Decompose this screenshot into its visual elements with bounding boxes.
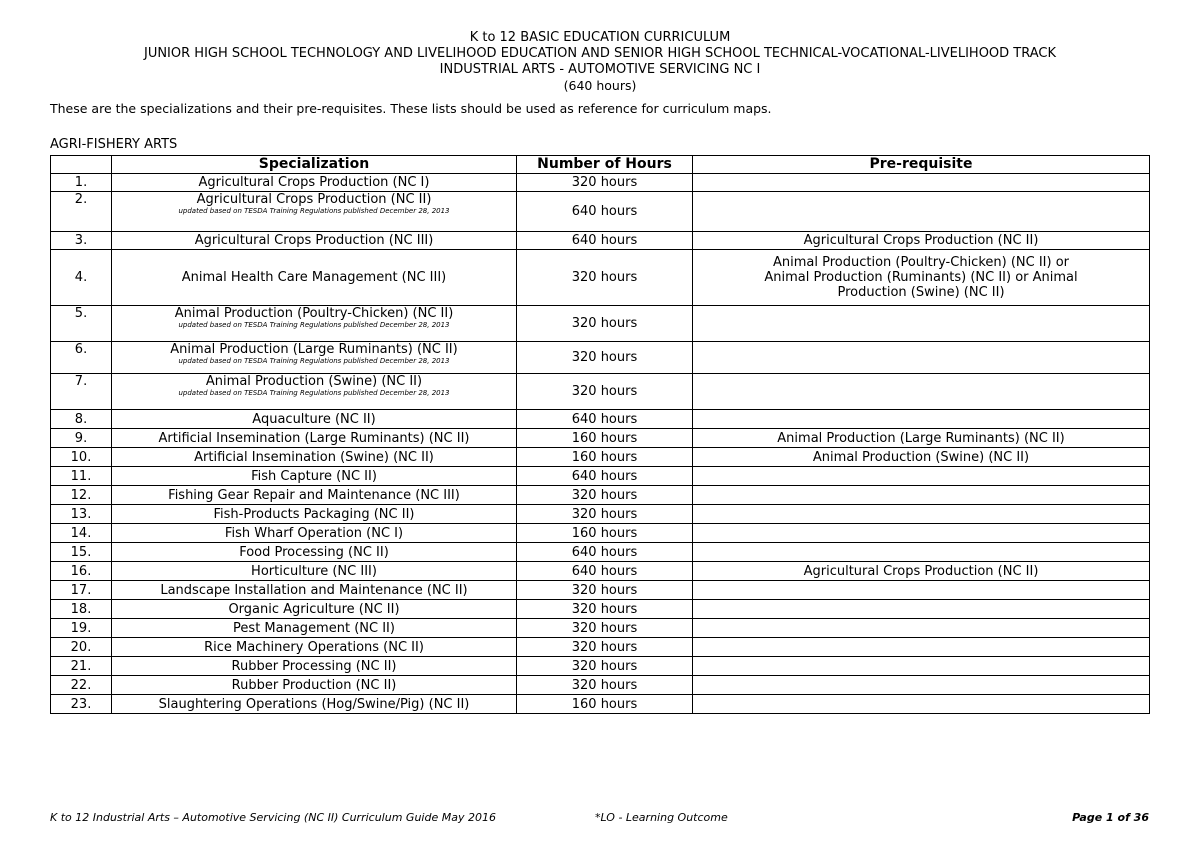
specialization-cell — [112, 543, 517, 562]
row-number: 6. — [51, 342, 112, 374]
table-row — [51, 600, 1150, 619]
row-number: 3. — [51, 232, 112, 250]
specialization-name: Agricultural Crops Production (NC III) — [194, 233, 434, 248]
specialization-name: Rubber Processing (NC II) — [231, 658, 397, 674]
specialization-cell — [112, 619, 517, 638]
row-number: 2. — [51, 192, 112, 232]
hours-cell: 320 hours — [517, 619, 693, 638]
specialization-note: updated based on TESDA Training Regulations published December 28, 2013 — [178, 389, 450, 397]
specialization-name: Fish Wharf Operation (NC I) — [224, 525, 404, 541]
prerequisite-cell — [693, 581, 1150, 600]
specialization-name: Artificial Insemination (Large Ruminants) (NC II) — [158, 430, 470, 446]
table-row — [51, 467, 1150, 486]
row-number: 18. — [51, 600, 112, 619]
row-number: 8. — [51, 410, 112, 429]
specialization-cell — [112, 342, 517, 374]
specialization-name: Organic Agriculture (NC II) — [228, 601, 400, 617]
row-number: 22. — [51, 676, 112, 695]
specialization-name: Agricultural Crops Production (NC I) — [198, 175, 430, 190]
prerequisite-cell — [693, 342, 1150, 374]
hours-cell: 320 hours — [517, 306, 693, 342]
specialization-name: Animal Health Care Management (NC III) — [181, 270, 447, 285]
prerequisite-cell — [693, 467, 1150, 486]
table-row — [51, 638, 1150, 657]
specialization-cell — [112, 562, 517, 581]
footer-guide-title: K to 12 Industrial Arts – Automotive Servicing (NC II) Curriculum Guide May 2016 — [50, 811, 496, 824]
row-number: 15. — [51, 543, 112, 562]
specialization-name: Fish-Products Packaging (NC II) — [213, 506, 415, 522]
hours-cell: 160 hours — [517, 448, 693, 467]
table-header-row — [51, 156, 1150, 174]
row-number: 9. — [51, 429, 112, 448]
header-track: JUNIOR HIGH SCHOOL TECHNOLOGY AND LIVELIHOOD EDUCATION AND SENIOR HIGH SCHOOL TECHNICAL-VOCATIONAL-LIVELIHOOD TRACK — [143, 46, 1057, 61]
prerequisite-cell — [693, 676, 1150, 695]
table-row — [51, 174, 1150, 192]
prerequisite-cell — [693, 174, 1150, 192]
row-number: 20. — [51, 638, 112, 657]
prerequisite-cell — [693, 638, 1150, 657]
specialization-cell — [112, 448, 517, 467]
prerequisite-cell: Animal Production (Swine) (NC II) — [693, 448, 1150, 467]
prerequisite-cell: Animal Production (Large Ruminants) (NC II) — [693, 429, 1150, 448]
page-number: Page 1 of 36 — [1072, 811, 1149, 824]
specialization-cell — [112, 581, 517, 600]
specialization-name: Animal Production (Poultry-Chicken) (NC II) — [174, 306, 454, 321]
specialization-note: updated based on TESDA Training Regulations published December 28, 2013 — [178, 357, 450, 365]
hours-cell: 320 hours — [517, 581, 693, 600]
prerequisite-cell: Agricultural Crops Production (NC II) — [693, 232, 1150, 250]
prerequisite-cell — [693, 306, 1150, 342]
specialization-cell — [112, 638, 517, 657]
specialization-table — [50, 155, 1150, 714]
table-row — [51, 342, 1150, 374]
specialization-cell — [112, 306, 517, 342]
table-row — [51, 562, 1150, 581]
header-hours: (640 hours) — [563, 78, 637, 93]
specialization-cell — [112, 429, 517, 448]
specialization-name: Pest Management (NC II) — [233, 620, 395, 636]
row-number: 10. — [51, 448, 112, 467]
hours-cell: 320 hours — [517, 342, 693, 374]
specialization-name: Slaughtering Operations (Hog/Swine/Pig) (NC II) — [158, 696, 470, 712]
hours-cell: 320 hours — [517, 250, 693, 306]
hours-cell: 640 hours — [517, 410, 693, 429]
specialization-name: Rubber Production (NC II) — [231, 677, 397, 693]
header-program: INDUSTRIAL ARTS - AUTOMOTIVE SERVICING NC I — [439, 62, 761, 77]
header-title: K to 12 BASIC EDUCATION CURRICULUM — [469, 30, 731, 45]
header-hours: Number of Hours — [517, 156, 693, 174]
specialization-cell — [112, 232, 517, 250]
prerequisite-cell: Animal Production (Poultry-Chicken) (NC II) or Animal Production (Ruminants) (NC II) or Animal Production (Swine) (NC II) — [693, 250, 1150, 306]
specialization-note: updated based on TESDA Training Regulations published December 28, 2013 — [178, 207, 450, 215]
table-row — [51, 695, 1150, 714]
table-row — [51, 524, 1150, 543]
table-row — [51, 374, 1150, 410]
hours-cell: 320 hours — [517, 657, 693, 676]
specialization-cell — [112, 410, 517, 429]
specialization-name: Agricultural Crops Production (NC II) — [196, 192, 432, 207]
header-number — [51, 156, 112, 174]
table-row — [51, 543, 1150, 562]
prerequisite-cell — [693, 505, 1150, 524]
specialization-name: Food Processing (NC II) — [239, 544, 389, 560]
row-number: 13. — [51, 505, 112, 524]
row-number: 21. — [51, 657, 112, 676]
prerequisite-cell — [693, 600, 1150, 619]
row-number: 1. — [51, 174, 112, 192]
row-number: 23. — [51, 695, 112, 714]
row-number: 17. — [51, 581, 112, 600]
table-row — [51, 486, 1150, 505]
specialization-cell — [112, 192, 517, 232]
table-row — [51, 448, 1150, 467]
header-specialization: Specialization — [112, 156, 517, 174]
specialization-cell — [112, 676, 517, 695]
hours-cell: 160 hours — [517, 524, 693, 543]
table-row — [51, 410, 1150, 429]
row-number: 5. — [51, 306, 112, 342]
hours-cell: 320 hours — [517, 174, 693, 192]
specialization-name: Animal Production (Large Ruminants) (NC II) — [170, 342, 458, 357]
specialization-name: Animal Production (Swine) (NC II) — [205, 374, 423, 389]
hours-cell: 640 hours — [517, 467, 693, 486]
table-row — [51, 192, 1150, 232]
specialization-cell — [112, 174, 517, 192]
hours-cell: 640 hours — [517, 192, 693, 232]
row-number: 11. — [51, 467, 112, 486]
hours-cell: 320 hours — [517, 374, 693, 410]
hours-cell: 160 hours — [517, 429, 693, 448]
prerequisite-cell — [693, 192, 1150, 232]
specialization-cell — [112, 467, 517, 486]
table-row — [51, 619, 1150, 638]
prerequisite-cell — [693, 543, 1150, 562]
specialization-cell — [112, 250, 517, 306]
hours-cell: 320 hours — [517, 676, 693, 695]
table-row — [51, 657, 1150, 676]
specialization-cell — [112, 524, 517, 543]
hours-cell: 160 hours — [517, 695, 693, 714]
hours-cell: 320 hours — [517, 486, 693, 505]
prerequisite-cell — [693, 410, 1150, 429]
document-header — [0, 30, 1200, 94]
header-prerequisite: Pre-requisite — [693, 156, 1150, 174]
prerequisite-cell: Agricultural Crops Production (NC II) — [693, 562, 1150, 581]
hours-cell: 320 hours — [517, 638, 693, 657]
prerequisite-cell — [693, 619, 1150, 638]
prerequisite-cell — [693, 486, 1150, 505]
prerequisite-cell — [693, 695, 1150, 714]
hours-cell: 640 hours — [517, 543, 693, 562]
row-number: 14. — [51, 524, 112, 543]
hours-cell: 640 hours — [517, 562, 693, 581]
specialization-name: Horticulture (NC III) — [251, 563, 377, 579]
specialization-cell — [112, 505, 517, 524]
table-row — [51, 232, 1150, 250]
table-row — [51, 429, 1150, 448]
specialization-name: Rice Machinery Operations (NC II) — [204, 639, 424, 655]
specialization-name: Aquaculture (NC II) — [252, 411, 376, 427]
row-number: 12. — [51, 486, 112, 505]
specialization-cell — [112, 374, 517, 410]
table-row — [51, 306, 1150, 342]
specialization-cell — [112, 695, 517, 714]
section-title: AGRI-FISHERY ARTS — [50, 137, 178, 152]
prerequisite-cell — [693, 657, 1150, 676]
hours-cell: 320 hours — [517, 505, 693, 524]
footer-legend: *LO - Learning Outcome — [595, 811, 728, 824]
specialization-name: Fish Capture (NC II) — [251, 468, 377, 484]
specialization-cell — [112, 600, 517, 619]
row-number: 16. — [51, 562, 112, 581]
table-row — [51, 250, 1150, 306]
table-row — [51, 581, 1150, 600]
row-number: 4. — [51, 250, 112, 306]
row-number: 19. — [51, 619, 112, 638]
prerequisite-cell — [693, 374, 1150, 410]
intro-text: These are the specializations and their pre-requisites. These lists should be used as reference for curriculum maps. — [50, 101, 772, 116]
specialization-name: Fishing Gear Repair and Maintenance (NC III) — [168, 487, 460, 503]
specialization-cell — [112, 657, 517, 676]
table-body — [51, 174, 1150, 714]
specialization-cell — [112, 486, 517, 505]
hours-cell: 640 hours — [517, 232, 693, 250]
prerequisite-cell — [693, 524, 1150, 543]
row-number: 7. — [51, 374, 112, 410]
specialization-name: Artificial Insemination (Swine) (NC II) — [194, 449, 434, 465]
hours-cell: 320 hours — [517, 600, 693, 619]
table-row — [51, 505, 1150, 524]
specialization-note: updated based on TESDA Training Regulations published December 28, 2013 — [178, 321, 450, 329]
table-row — [51, 676, 1150, 695]
specialization-name: Landscape Installation and Maintenance (NC II) — [160, 582, 468, 598]
